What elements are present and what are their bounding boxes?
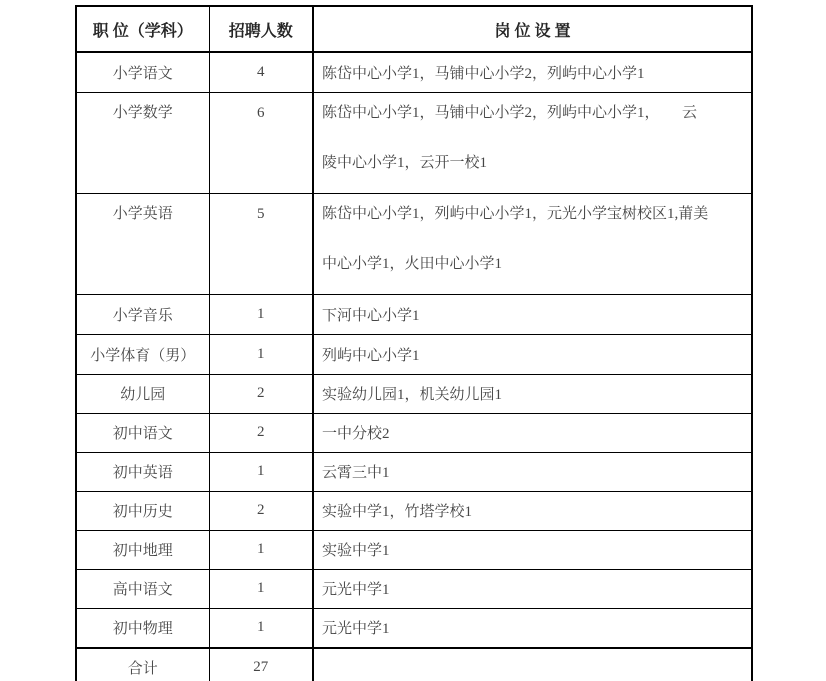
table-row: [76, 608, 752, 648]
header-position: 职 位（学科）: [76, 6, 209, 52]
posting-line: 陈岱中心小学1，列屿中心小学1，元光小学宝树校区1,莆美: [322, 205, 709, 222]
posting-cell: 实验中学1，竹塔学校1: [313, 491, 752, 530]
total-posting-cell: [313, 648, 752, 681]
count-cell: 1: [209, 608, 313, 648]
position-cell: 初中语文: [76, 413, 209, 452]
count-cell: 1: [209, 569, 313, 608]
posting-line: 陵中心小学1，云开一校1: [322, 154, 488, 171]
position-cell: 小学英语: [76, 193, 209, 294]
table-body: [76, 52, 752, 681]
count-cell: 2: [209, 413, 313, 452]
position-cell: 小学体育（男）: [76, 334, 209, 374]
header-count: 招聘人数: [209, 6, 313, 52]
position-cell: 初中物理: [76, 608, 209, 648]
position-cell: 小学数学: [76, 92, 209, 193]
position-cell: 初中地理: [76, 530, 209, 569]
count-cell: 6: [209, 92, 313, 193]
position-cell: 高中语文: [76, 569, 209, 608]
posting-cell: [313, 92, 752, 193]
table-header: [76, 6, 752, 52]
table-row: [76, 374, 752, 413]
header-posting: 岗 位 设 置: [313, 6, 752, 52]
count-cell: 1: [209, 334, 313, 374]
posting-cell: 元光中学1: [313, 608, 752, 648]
count-cell: 4: [209, 52, 313, 92]
table-row: [76, 491, 752, 530]
header-row: [76, 6, 752, 52]
posting-cell: 一中分校2: [313, 413, 752, 452]
total-label-cell: 合计: [76, 648, 209, 681]
count-cell: 1: [209, 530, 313, 569]
table-row: [76, 294, 752, 334]
table-row: [76, 413, 752, 452]
table-row: [76, 452, 752, 491]
posting-cell: 陈岱中心小学1，马铺中心小学2，列屿中心小学1: [313, 52, 752, 92]
posting-line: 陈岱中心小学1，马铺中心小学2，列屿中心小学1， 云: [322, 104, 698, 121]
posting-cell: 实验中学1: [313, 530, 752, 569]
position-cell: 小学音乐: [76, 294, 209, 334]
table-row: [76, 52, 752, 92]
position-cell: 幼儿园: [76, 374, 209, 413]
posting-line: 中心小学1，火田中心小学1: [322, 255, 503, 272]
table-row: [76, 569, 752, 608]
table-row: [76, 530, 752, 569]
posting-cell: 云霄三中1: [313, 452, 752, 491]
posting-cell: 元光中学1: [313, 569, 752, 608]
total-row: [76, 648, 752, 681]
count-cell: 2: [209, 374, 313, 413]
posting-cell: 列屿中心小学1: [313, 334, 752, 374]
count-cell: 5: [209, 193, 313, 294]
table-row: [76, 92, 752, 193]
posting-cell: 下河中心小学1: [313, 294, 752, 334]
count-cell: 2: [209, 491, 313, 530]
posting-cell: 实验幼儿园1，机关幼儿园1: [313, 374, 752, 413]
table-row: [76, 334, 752, 374]
table-row: [76, 193, 752, 294]
count-cell: 1: [209, 294, 313, 334]
total-count-cell: 27: [209, 648, 313, 681]
position-cell: 初中历史: [76, 491, 209, 530]
count-cell: 1: [209, 452, 313, 491]
posting-cell: [313, 193, 752, 294]
recruitment-table: [75, 5, 753, 681]
position-cell: 初中英语: [76, 452, 209, 491]
position-cell: 小学语文: [76, 52, 209, 92]
